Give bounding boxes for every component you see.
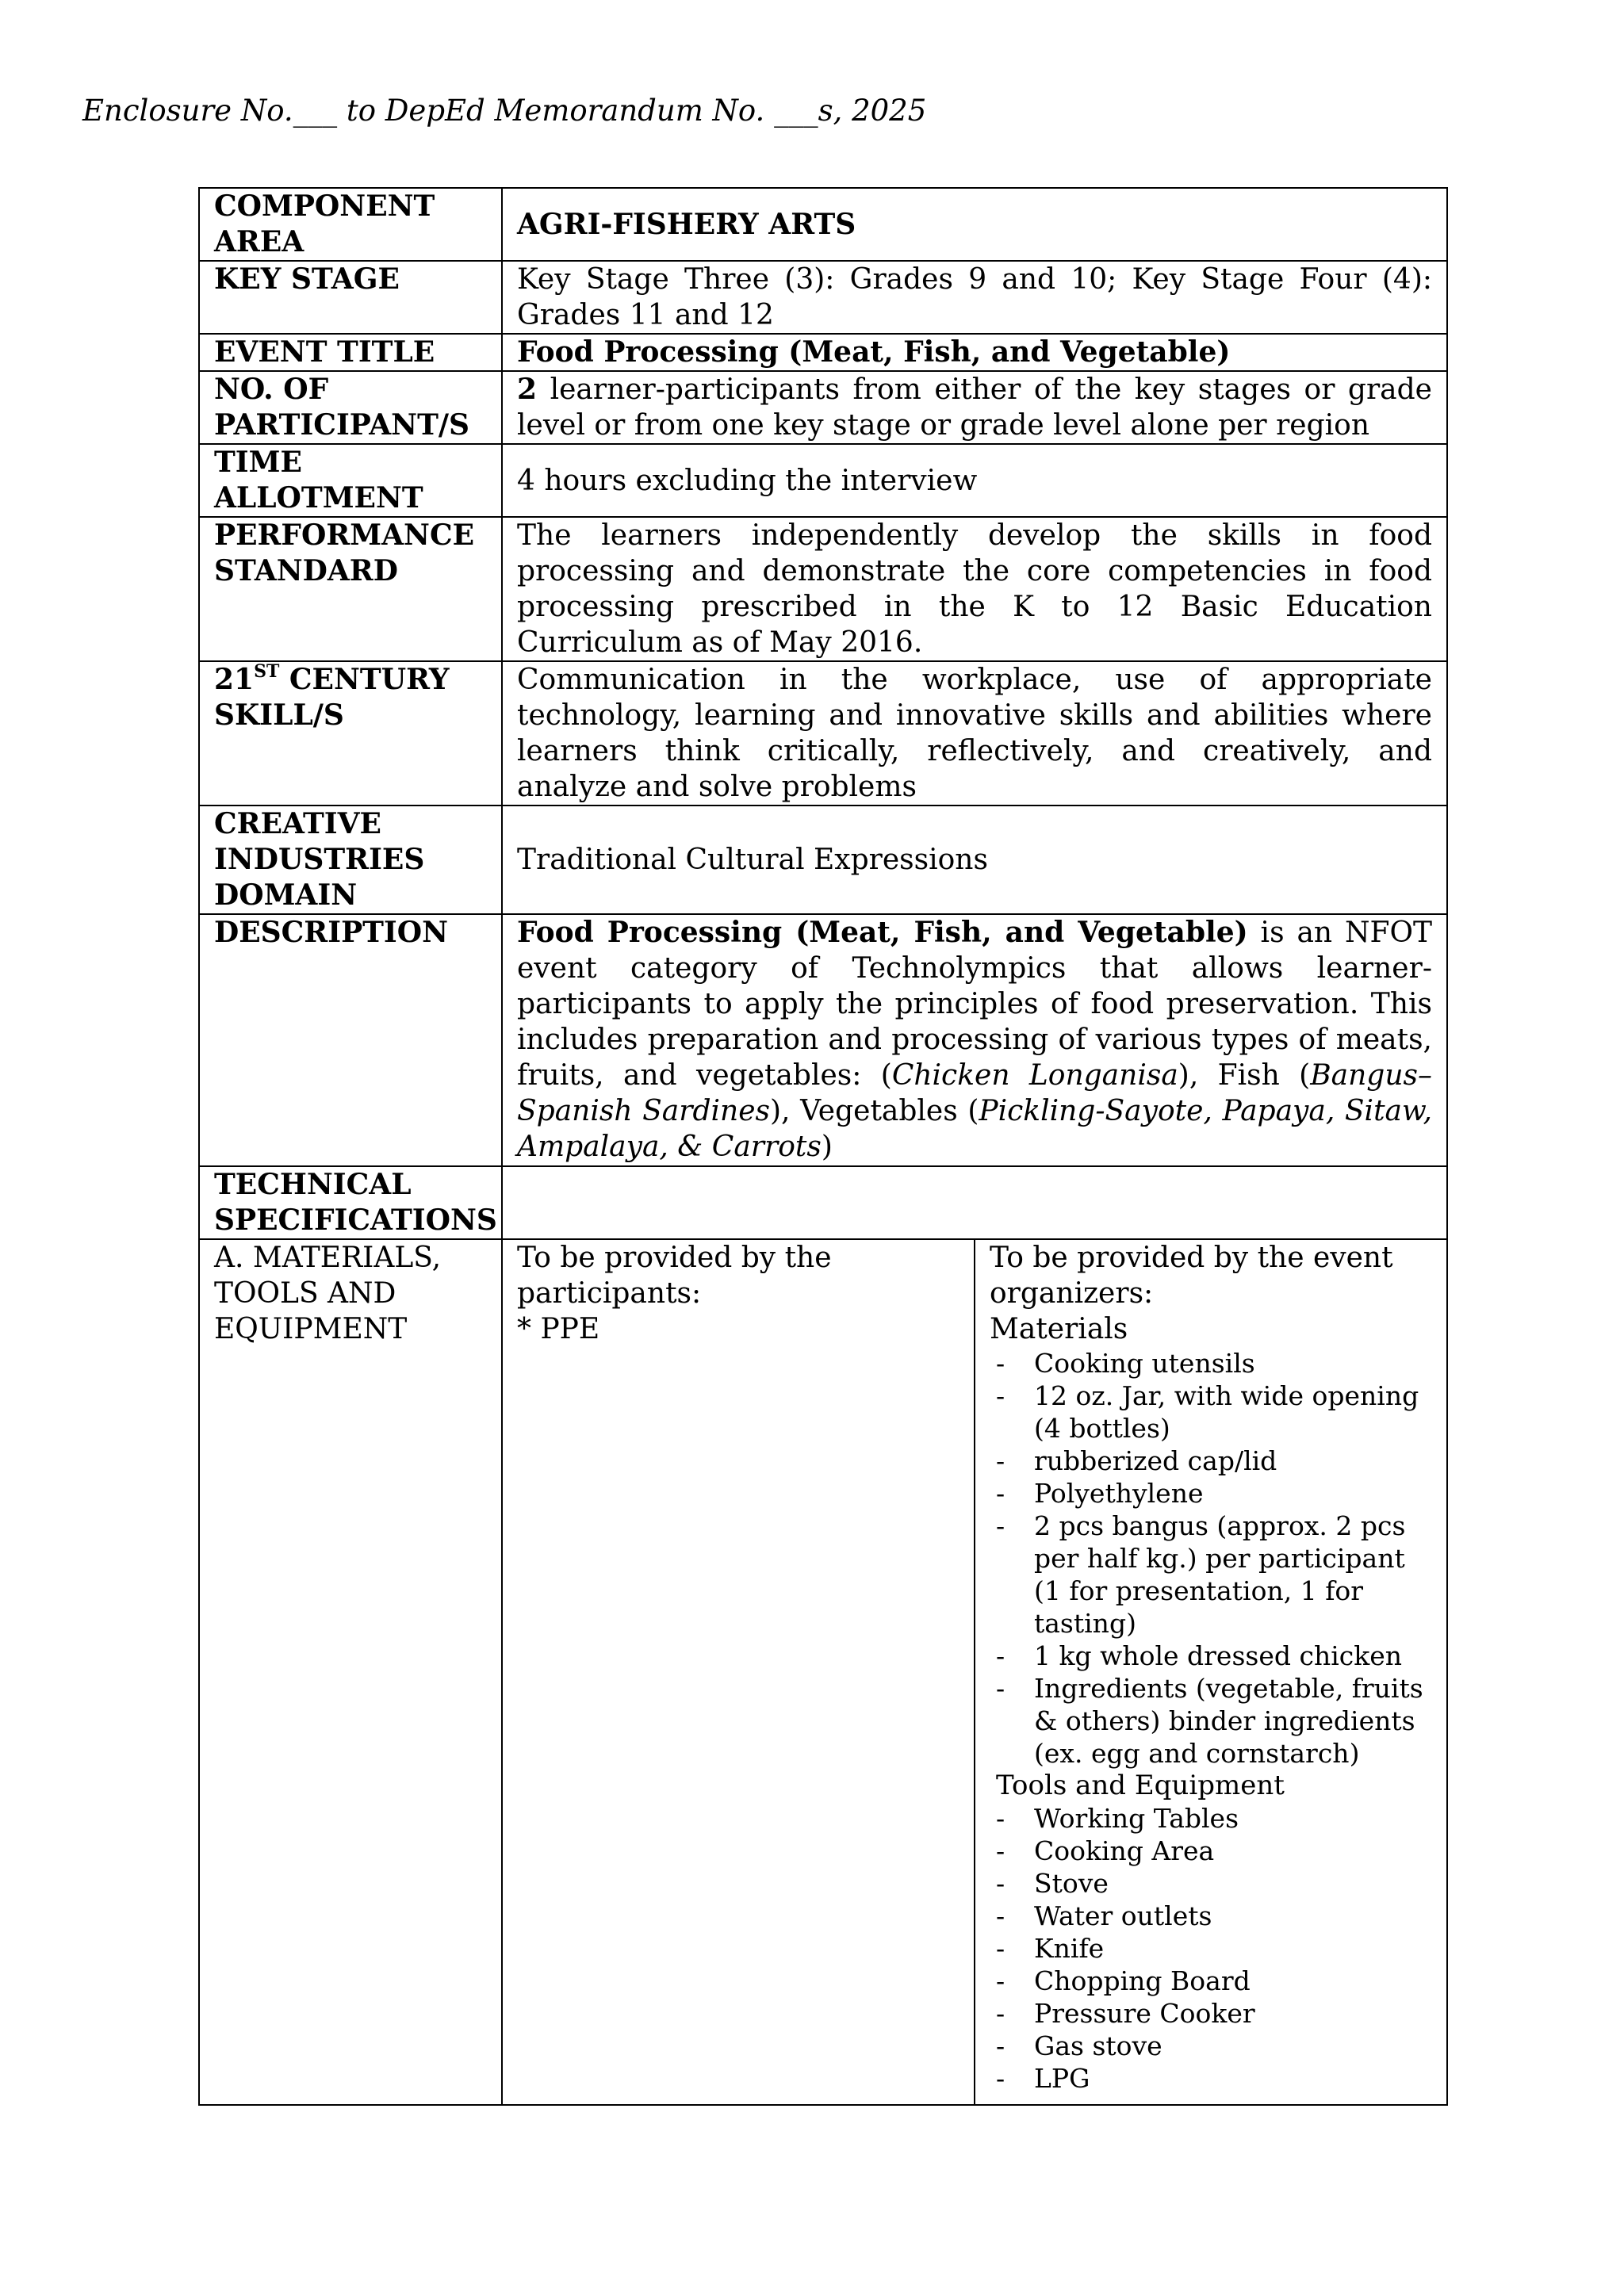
bullet-dash: - bbox=[996, 1803, 1005, 1834]
list-item bbox=[990, 1640, 1432, 1672]
participants-value bbox=[502, 371, 1447, 444]
bullet-dash: - bbox=[996, 1868, 1005, 1899]
bullet-dash: - bbox=[996, 1445, 1005, 1476]
list-item-text: LPG bbox=[1034, 2063, 1090, 2094]
technical-specs-label: TECHNICAL SPECIFICATIONS bbox=[199, 1166, 502, 1239]
row-participants bbox=[199, 371, 1447, 444]
participants-text: learner-participants from either of the key stages or grade level or from one key stage or grade level alone per region bbox=[517, 373, 1432, 442]
list-item bbox=[990, 1997, 1432, 2030]
description-label: DESCRIPTION bbox=[199, 914, 502, 1166]
time-allotment-value: 4 hours excluding the interview bbox=[502, 444, 1447, 517]
participants-label: NO. OF PARTICIPANT/S bbox=[199, 371, 502, 444]
participants-count: 2 bbox=[517, 373, 538, 406]
list-item bbox=[990, 2030, 1432, 2062]
participants-provided-item: * PPE bbox=[517, 1313, 600, 1345]
list-item-text: Working Tables bbox=[1034, 1803, 1239, 1834]
list-item bbox=[990, 1835, 1432, 1867]
list-item bbox=[990, 1672, 1432, 1770]
list-item-text: Polyethylene bbox=[1034, 1478, 1204, 1509]
row-event-title bbox=[199, 334, 1447, 371]
event-spec-table bbox=[198, 187, 1448, 2106]
list-item-text: Knife bbox=[1034, 1933, 1105, 1964]
list-item-text: 1 kg whole dressed chicken bbox=[1034, 1640, 1403, 1671]
row-materials bbox=[199, 1239, 1447, 2105]
list-item bbox=[990, 1477, 1432, 1510]
bullet-dash: - bbox=[996, 2030, 1005, 2061]
list-item bbox=[990, 1802, 1432, 1835]
row-description bbox=[199, 914, 1447, 1166]
tools-heading: Tools and Equipment bbox=[996, 1770, 1285, 1801]
row-performance-standard bbox=[199, 517, 1447, 661]
list-item-text: Chopping Board bbox=[1034, 1965, 1251, 1996]
list-item bbox=[990, 1380, 1432, 1445]
bullet-dash: - bbox=[996, 1478, 1005, 1509]
list-item bbox=[990, 1965, 1432, 1997]
list-item-text: Cooking utensils bbox=[1034, 1348, 1255, 1379]
component-area-value: AGRI-FISHERY ARTS bbox=[502, 188, 1447, 261]
materials-heading: Materials bbox=[990, 1313, 1128, 1345]
row-key-stage bbox=[199, 261, 1447, 334]
tools-list bbox=[990, 1802, 1432, 2095]
list-item bbox=[990, 2062, 1432, 2095]
list-item-text: 12 oz. Jar, with wide opening (4 bottles) bbox=[1034, 1380, 1419, 1444]
bullet-dash: - bbox=[996, 1640, 1005, 1671]
participants-provided-heading: To be provided by the participants: bbox=[517, 1242, 832, 1310]
century-skills-label: 21ST CENTURY SKILL/S bbox=[199, 661, 502, 806]
bullet-dash: - bbox=[996, 1933, 1005, 1964]
time-allotment-label: TIME ALLOTMENT bbox=[199, 444, 502, 517]
bullet-dash: - bbox=[996, 1965, 1005, 1996]
list-item bbox=[990, 1900, 1432, 1932]
participants-provided-cell bbox=[502, 1239, 975, 2105]
component-area-label: COMPONENT AREA bbox=[199, 188, 502, 261]
key-stage-value: Key Stage Three (3): Grades 9 and 10; Key Stage Four (4): Grades 11 and 12 bbox=[502, 261, 1447, 334]
key-stage-label: KEY STAGE bbox=[199, 261, 502, 334]
list-item-text: 2 pcs bangus (approx. 2 pcs per half kg.) per participant (1 for presentation, 1 for tasting) bbox=[1034, 1510, 1406, 1639]
list-item bbox=[990, 1445, 1432, 1477]
list-item-text: Water outlets bbox=[1034, 1900, 1212, 1931]
list-item-text: rubberized cap/lid bbox=[1034, 1445, 1277, 1476]
organizers-provided-cell bbox=[975, 1239, 1447, 2105]
list-item bbox=[990, 1510, 1432, 1640]
materials-label: A. MATERIALS, TOOLS AND EQUIPMENT bbox=[199, 1239, 502, 2105]
list-item-text: Stove bbox=[1034, 1868, 1109, 1899]
list-item-text: Pressure Cooker bbox=[1034, 1998, 1255, 2029]
performance-standard-value: The learners independently develop the skills in food processing and demonstrate the core competencies in food processing prescribed in the K to 12 Basic Education Curriculum as of May 2016. bbox=[502, 517, 1447, 661]
technical-specs-value bbox=[502, 1166, 1447, 1239]
bullet-dash: - bbox=[996, 1998, 1005, 2029]
bullet-dash: - bbox=[996, 1348, 1005, 1379]
event-title-value: Food Processing (Meat, Fish, and Vegetable) bbox=[502, 334, 1447, 371]
event-title-label: EVENT TITLE bbox=[199, 334, 502, 371]
organizers-provided-heading: To be provided by the event organizers: bbox=[990, 1242, 1393, 1310]
century-skills-value: Communication in the workplace, use of appropriate technology, learning and innovative skills and abilities where learners think critically, reflectively, and creatively, and analyze and solve problems bbox=[502, 661, 1447, 806]
bullet-dash: - bbox=[996, 1900, 1005, 1931]
list-item bbox=[990, 1932, 1432, 1965]
list-item-text: Cooking Area bbox=[1034, 1835, 1215, 1866]
row-component-area bbox=[199, 188, 1447, 261]
bullet-dash: - bbox=[996, 1835, 1005, 1866]
list-item bbox=[990, 1867, 1432, 1900]
creative-domain-label: CREATIVE INDUSTRIES DOMAIN bbox=[199, 806, 502, 914]
list-item bbox=[990, 1347, 1432, 1380]
list-item-text: Gas stove bbox=[1034, 2030, 1162, 2061]
performance-standard-label: PERFORMANCE STANDARD bbox=[199, 517, 502, 661]
bullet-dash: - bbox=[996, 1380, 1005, 1411]
row-technical-specs bbox=[199, 1166, 1447, 1239]
materials-list bbox=[990, 1347, 1432, 1770]
bullet-dash: - bbox=[996, 1673, 1005, 1704]
row-time-allotment bbox=[199, 444, 1447, 517]
list-item-text: Ingredients (vegetable, fruits & others) binder ingredients (ex. egg and cornstarch) bbox=[1034, 1673, 1423, 1769]
description-value: Food Processing (Meat, Fish, and Vegetable) is an NFOT event category of Technolympics that allows learner-participants to apply the principles of food preservation. This includes preparation and processing of various types of meats, fruits, and vegetables: (Chicken Longanisa), Fish (Bangus–Spanish Sardines), Vegetables (Pickling-Sayote, Papaya, Sitaw, Ampalaya, & Carrots) bbox=[502, 914, 1447, 1166]
bullet-dash: - bbox=[996, 1510, 1005, 1541]
row-creative-domain bbox=[199, 806, 1447, 914]
row-century-skills bbox=[199, 661, 1447, 806]
creative-domain-value: Traditional Cultural Expressions bbox=[502, 806, 1447, 914]
enclosure-header: Enclosure No.___ to DepEd Memorandum No. ___s, 2025 bbox=[82, 94, 927, 128]
bullet-dash: - bbox=[996, 2063, 1005, 2094]
